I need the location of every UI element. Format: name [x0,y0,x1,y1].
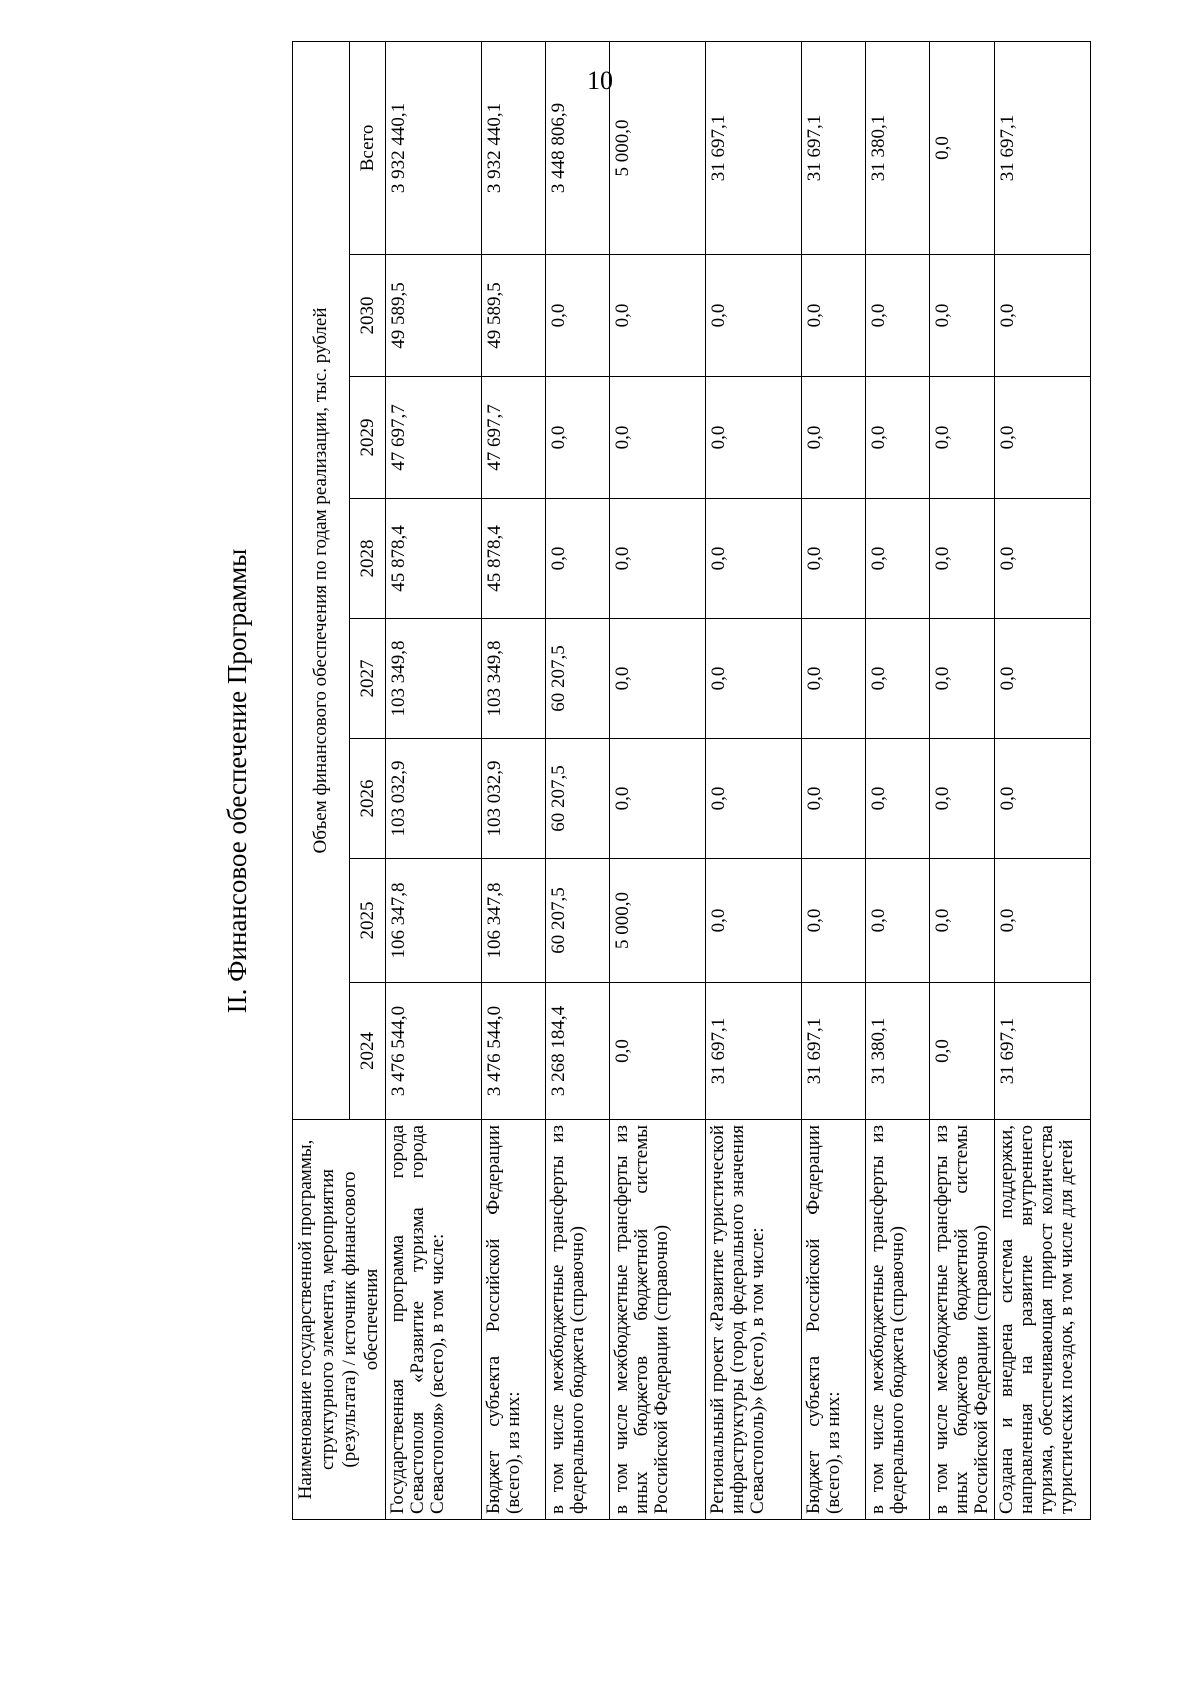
value-cell: 0,0 [930,255,995,377]
year-column-header: 2030 [350,255,386,377]
value-cell: 0,0 [866,619,930,739]
value-cell: 60 207,5 [546,859,610,983]
value-cell: 0,0 [546,255,610,377]
value-cell: 60 207,5 [546,619,610,739]
value-cell: 0,0 [995,377,1091,499]
value-cell: 0,0 [706,739,802,859]
value-cell: 106 347,8 [386,859,482,983]
table-row [706,41,802,1519]
value-cell: 0,0 [866,859,930,983]
value-cell: 0,0 [995,859,1091,983]
table-row [610,41,706,1519]
value-cell: 3 476 544,0 [482,983,546,1120]
value-cell: 0,0 [706,255,802,377]
total-cell: 3 932 440,1 [482,41,546,254]
value-cell: 5 000,0 [610,859,706,983]
value-cell: 31 697,1 [802,983,866,1120]
value-cell: 0,0 [706,377,802,499]
row-name: Государственная программа города Севастополя «Развитие туризма города Севастополя» (всего), в том числе: [386,1120,482,1520]
year-column-header: 2027 [350,619,386,739]
value-cell: 0,0 [546,499,610,619]
row-name: в том числе межбюджетные трансферты из иных бюджетов бюджетной системы Российской Федерации (справочно) [930,1120,995,1520]
value-cell: 0,0 [610,983,706,1120]
value-cell: 0,0 [706,859,802,983]
value-cell: 0,0 [995,255,1091,377]
value-cell: 0,0 [610,377,706,499]
table-row [995,41,1091,1519]
value-cell: 0,0 [866,739,930,859]
table-row [866,41,930,1519]
value-cell: 0,0 [802,739,866,859]
value-cell: 0,0 [610,619,706,739]
value-cell: 0,0 [930,739,995,859]
section-title: II. Финансовое обеспечение Программы [222,548,252,1014]
total-cell: 0,0 [930,41,995,254]
row-name: в том числе межбюджетные трансферты из федерального бюджета (справочно) [866,1120,930,1520]
value-cell: 0,0 [802,859,866,983]
year-column-header: 2029 [350,377,386,499]
value-cell: 0,0 [930,499,995,619]
value-cell: 60 207,5 [546,739,610,859]
funding-table [292,41,1091,1520]
row-name: в том числе межбюджетные трансферты из иных бюджетов бюджетной системы Российской Федерации (справочно) [610,1120,706,1520]
value-cell: 0,0 [802,255,866,377]
total-cell: 31 697,1 [995,41,1091,254]
value-cell: 103 032,9 [482,739,546,859]
row-name: Бюджет субъекта Российской Федерации (всего), из них: [802,1120,866,1520]
value-cell: 31 380,1 [866,983,930,1120]
value-cell: 0,0 [930,377,995,499]
year-column-header: 2025 [350,859,386,983]
value-cell: 0,0 [995,619,1091,739]
year-column-header: 2026 [350,739,386,859]
table-row [546,41,610,1519]
total-cell: 31 380,1 [866,41,930,254]
value-cell: 3 476 544,0 [386,983,482,1120]
value-cell: 0,0 [995,739,1091,859]
value-cell: 0,0 [930,983,995,1120]
total-cell: 5 000,0 [610,41,706,254]
total-cell: 31 697,1 [706,41,802,254]
value-cell: 103 032,9 [386,739,482,859]
value-cell: 0,0 [930,859,995,983]
year-column-header: 2024 [350,983,386,1120]
total-column-header: Всего [350,41,386,254]
value-cell: 0,0 [930,619,995,739]
value-cell: 45 878,4 [386,499,482,619]
value-cell: 103 349,8 [482,619,546,739]
value-cell: 0,0 [610,739,706,859]
page-number: 10 [587,66,613,95]
table-row [386,41,482,1519]
value-cell: 103 349,8 [386,619,482,739]
value-cell: 0,0 [866,377,930,499]
name-column-header: Наименование государственной программы, структурного элемента, мероприятия (результата) / источник финансового обеспечения [293,1120,386,1520]
rotated-page-content [217,42,1077,1520]
value-cell: 106 347,8 [482,859,546,983]
value-cell: 49 589,5 [482,255,546,377]
value-cell: 49 589,5 [386,255,482,377]
funding-column-header: Объем финансового обеспечения по годам реализации, тыс. рублей [293,41,350,1119]
value-cell: 0,0 [802,619,866,739]
total-cell: 31 697,1 [802,41,866,254]
value-cell: 47 697,7 [386,377,482,499]
value-cell: 0,0 [706,499,802,619]
table-row [802,41,866,1519]
value-cell: 0,0 [995,499,1091,619]
value-cell: 0,0 [706,619,802,739]
table-row [930,41,995,1519]
value-cell: 0,0 [866,499,930,619]
value-cell: 31 697,1 [995,983,1091,1120]
value-cell: 3 268 184,4 [546,983,610,1120]
row-name: Создана и внедрена система поддержки, направленная на развитие внутреннего туризма, обеспечивающая прирост количества туристических поездок, в том числе для детей [995,1120,1091,1520]
value-cell: 0,0 [866,255,930,377]
value-cell: 45 878,4 [482,499,546,619]
total-cell: 3 448 806,9 [546,41,610,254]
value-cell: 0,0 [610,255,706,377]
total-cell: 3 932 440,1 [386,41,482,254]
row-name: Региональный проект «Развитие туристической инфраструктуры (город федерального значения Севастополь)» (всего), в том числе: [706,1120,802,1520]
value-cell: 0,0 [802,499,866,619]
value-cell: 47 697,7 [482,377,546,499]
year-column-header: 2028 [350,499,386,619]
table-row [482,41,546,1519]
value-cell: 0,0 [802,377,866,499]
value-cell: 0,0 [546,377,610,499]
row-name: в том числе межбюджетные трансферты из федерального бюджета (справочно) [546,1120,610,1520]
row-name: Бюджет субъекта Российской Федерации (всего), из них: [482,1120,546,1520]
value-cell: 0,0 [610,499,706,619]
value-cell: 31 697,1 [706,983,802,1120]
